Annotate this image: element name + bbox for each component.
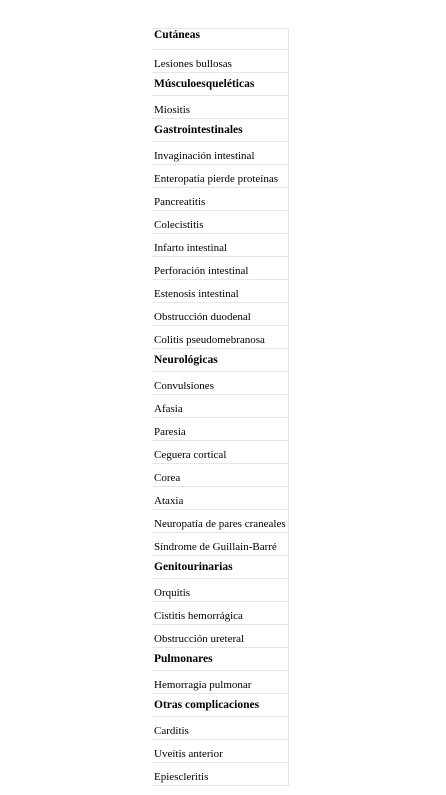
table-row <box>152 211 289 234</box>
table-row <box>152 510 289 533</box>
complication-cell: Cistitis hemorrágica <box>152 602 289 625</box>
complication-cell: Colecistitis <box>152 211 289 234</box>
table-row <box>152 372 289 395</box>
complication-cell: Estenosis intestinal <box>152 280 289 303</box>
table-row <box>152 441 289 464</box>
category-row <box>152 556 289 579</box>
complication-cell: Síndrome de Guillain-Barré <box>152 533 289 556</box>
table-row <box>152 740 289 763</box>
category-heading: Neurológicas <box>152 349 289 372</box>
category-heading: Pulmonares <box>152 648 289 671</box>
table-row <box>152 96 289 119</box>
table-row <box>152 303 289 326</box>
complication-cell: Obstrucción duodenal <box>152 303 289 326</box>
table-row <box>152 395 289 418</box>
table-row <box>152 142 289 165</box>
complication-cell: Obstrucción ureteral <box>152 625 289 648</box>
table-row <box>152 165 289 188</box>
table-row <box>152 602 289 625</box>
complication-cell: Hemorragia pulmonar <box>152 671 289 694</box>
complication-cell: Colitis pseudomebranosa <box>152 326 289 349</box>
table-row <box>152 326 289 349</box>
table-row <box>152 257 289 280</box>
category-heading: Cutáneas <box>152 29 289 50</box>
complication-cell: Orquitis <box>152 579 289 602</box>
complications-table <box>152 28 289 786</box>
table-row <box>152 671 289 694</box>
category-heading: Otras complicaciones <box>152 694 289 717</box>
table-row <box>152 487 289 510</box>
complication-cell: Miositis <box>152 96 289 119</box>
category-row <box>152 73 289 96</box>
category-row <box>152 119 289 142</box>
complication-cell: Afasia <box>152 395 289 418</box>
table-row <box>152 234 289 257</box>
table-row <box>152 188 289 211</box>
table-row <box>152 717 289 740</box>
category-row <box>152 648 289 671</box>
complication-cell: Infarto intestinal <box>152 234 289 257</box>
complication-cell: Paresia <box>152 418 289 441</box>
complication-cell: Pancreatitis <box>152 188 289 211</box>
category-row <box>152 349 289 372</box>
table-row <box>152 579 289 602</box>
table-row <box>152 280 289 303</box>
complication-cell: Neuropatía de pares craneales <box>152 510 289 533</box>
complications-table-body <box>152 29 289 786</box>
complication-cell: Corea <box>152 464 289 487</box>
table-row <box>152 418 289 441</box>
complication-cell: Perforación intestinal <box>152 257 289 280</box>
complication-cell: Epiescleritis <box>152 763 289 786</box>
complication-cell: Carditis <box>152 717 289 740</box>
table-row <box>152 50 289 73</box>
complication-cell: Enteropatía pierde proteínas <box>152 165 289 188</box>
complication-cell: Lesiones bullosas <box>152 50 289 73</box>
category-heading: Músculoesqueléticas <box>152 73 289 96</box>
complication-cell: Convulsiones <box>152 372 289 395</box>
complication-cell: Invaginación intestinal <box>152 142 289 165</box>
table-row <box>152 625 289 648</box>
category-row <box>152 694 289 717</box>
table-row <box>152 464 289 487</box>
table-row <box>152 763 289 786</box>
complication-cell: Uveítis anterior <box>152 740 289 763</box>
category-heading: Gastrointestinales <box>152 119 289 142</box>
table-row <box>152 533 289 556</box>
category-row <box>152 29 289 50</box>
complication-cell: Ceguera cortical <box>152 441 289 464</box>
complication-cell: Ataxia <box>152 487 289 510</box>
category-heading: Genitourinarias <box>152 556 289 579</box>
